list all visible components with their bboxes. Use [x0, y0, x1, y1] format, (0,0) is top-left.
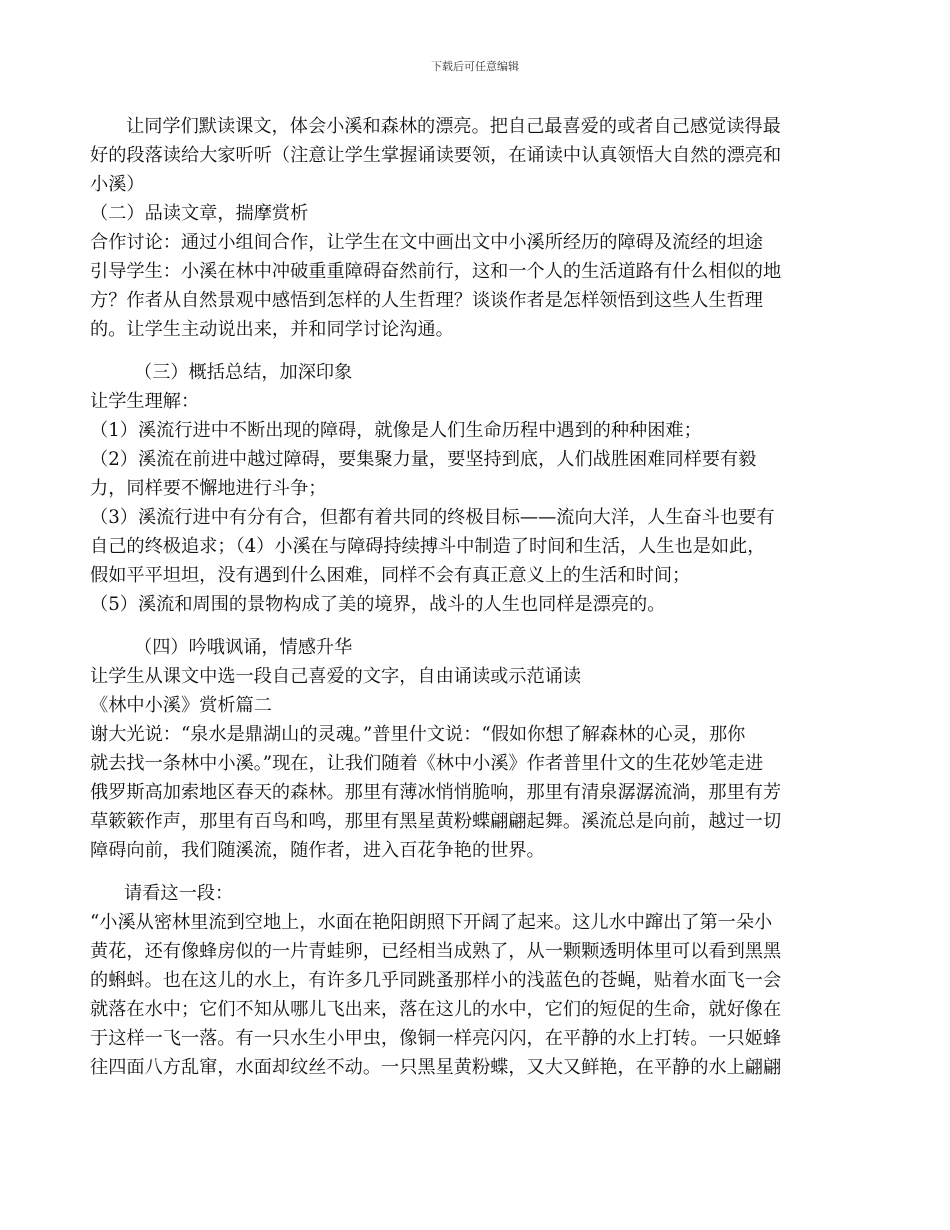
text-line: 障碍向前，我们随溪流，随作者，进入百花争艳的世界。 — [90, 840, 545, 861]
quote-line: 于这样一飞一落。有一只水生小甲虫，像铜一样亮闪闪，在平静的水上打转。一只姬蜂 — [90, 1028, 782, 1049]
text-line: 让同学们默读课文，体会小溪和森林的漂亮。把自己最喜爱的或者自己感觉读得最 — [126, 116, 781, 137]
list-item: （1）溪流行进中不断出现的障碍，就像是人们生命历程中遇到的种种困难； — [90, 420, 702, 441]
list-item: （5）溪流和周围的景物构成了美的境界，战斗的人生也同样是漂亮的。 — [90, 594, 666, 615]
text-line: 俄罗斯高加索地区春天的森林。那里有薄冰悄悄脆响，那里有清泉潺潺流淌，那里有芳 — [90, 782, 782, 803]
quote-line: 的蝌蚪。也在这儿的水上，有许多几乎同跳蚤那样小的浅蓝色的苍蝇，贴着水面飞一会 — [90, 970, 782, 991]
article-title: 《林中小溪》赏析篇二 — [90, 695, 272, 716]
quote-line: “小溪从密林里流到空地上，水面在艳阳朗照下开阔了起来。这儿水中蹿出了第一朵小 — [90, 912, 773, 933]
section-heading: （四）吟哦讽诵，情感升华 — [134, 637, 353, 658]
text-line: 合作讨论：通过小组间合作，让学生在文中画出文中小溪所经历的障碍及流经的坦途 — [90, 232, 763, 253]
text-line: 假如平平坦坦，没有遇到什么困难，同样不会有真正意义上的生活和时间； — [90, 565, 691, 586]
text-line: 好的段落读给大家听听（注意让学生掌握诵读要领，在诵读中认真领悟大自然的漂亮和 — [90, 145, 782, 166]
list-item: （3）溪流行进中有分有合，但都有着共同的终极目标——流向大洋，人生奋斗也要有 — [90, 507, 775, 528]
quote-line: 往四面八方乱窜，水面却纹丝不动。一只黑星黄粉蝶，又大又鲜艳，在平静的水上翩翩 — [90, 1057, 782, 1078]
text-line: 引导学生：小溪在林中冲破重重障碍奋然前行，这和一个人的生活道路有什么相似的地 — [90, 261, 782, 282]
list-item: （2）溪流在前进中越过障碍，要集聚力量，要坚持到底，人们战胜困难同样要有毅 — [90, 449, 757, 470]
text-line: 力，同样要不懈地进行斗争； — [90, 478, 327, 499]
text-line: 自己的终极追求；（4）小溪在与障碍持续搏斗中制造了时间和生活，人生也是如此， — [90, 536, 766, 557]
text-line: 让学生理解： — [90, 391, 200, 412]
text-line: 的。让学生主动说出来，并和同学讨论沟通。 — [90, 319, 454, 340]
text-line: 谢大光说：“泉水是鼎湖山的灵魂。”普里什文说：“假如你想了解森林的心灵，那你 — [90, 724, 746, 745]
document-body — [90, 112, 865, 1082]
text-line: 小溪） — [90, 174, 145, 195]
text-line: 方？作者从自然景观中感悟到怎样的人生哲理？谈谈作者是怎样领悟到这些人生哲理 — [90, 290, 763, 311]
section-heading: （三）概括总结，加深印象 — [134, 362, 353, 383]
text-line: 让学生从课文中选一段自己喜爱的文字，自由诵读或示范诵读 — [90, 666, 582, 687]
text-line: 草簌簌作声，那里有百鸟和鸣，那里有黑星黄粉蝶翩翩起舞。溪流总是向前，越过一切 — [90, 811, 782, 832]
page-header: 下载后可任意编辑 — [431, 60, 519, 73]
quote-line: 黄花，还有像蜂房似的一片青蛙卵，已经相当成熟了，从一颗颗透明体里可以看到黑黑 — [90, 941, 782, 962]
quote-line: 就落在水中；它们不知从哪儿飞出来，落在这儿的水中，它们的短促的生命，就好像在 — [90, 999, 782, 1020]
section-heading: （二）品读文章，揣摩赏析 — [90, 203, 309, 224]
text-line: 就去找一条林中小溪。”现在，让我们随着《林中小溪》作者普里什文的生花妙笔走进 — [90, 753, 764, 774]
text-line: 请看这一段： — [124, 883, 234, 904]
